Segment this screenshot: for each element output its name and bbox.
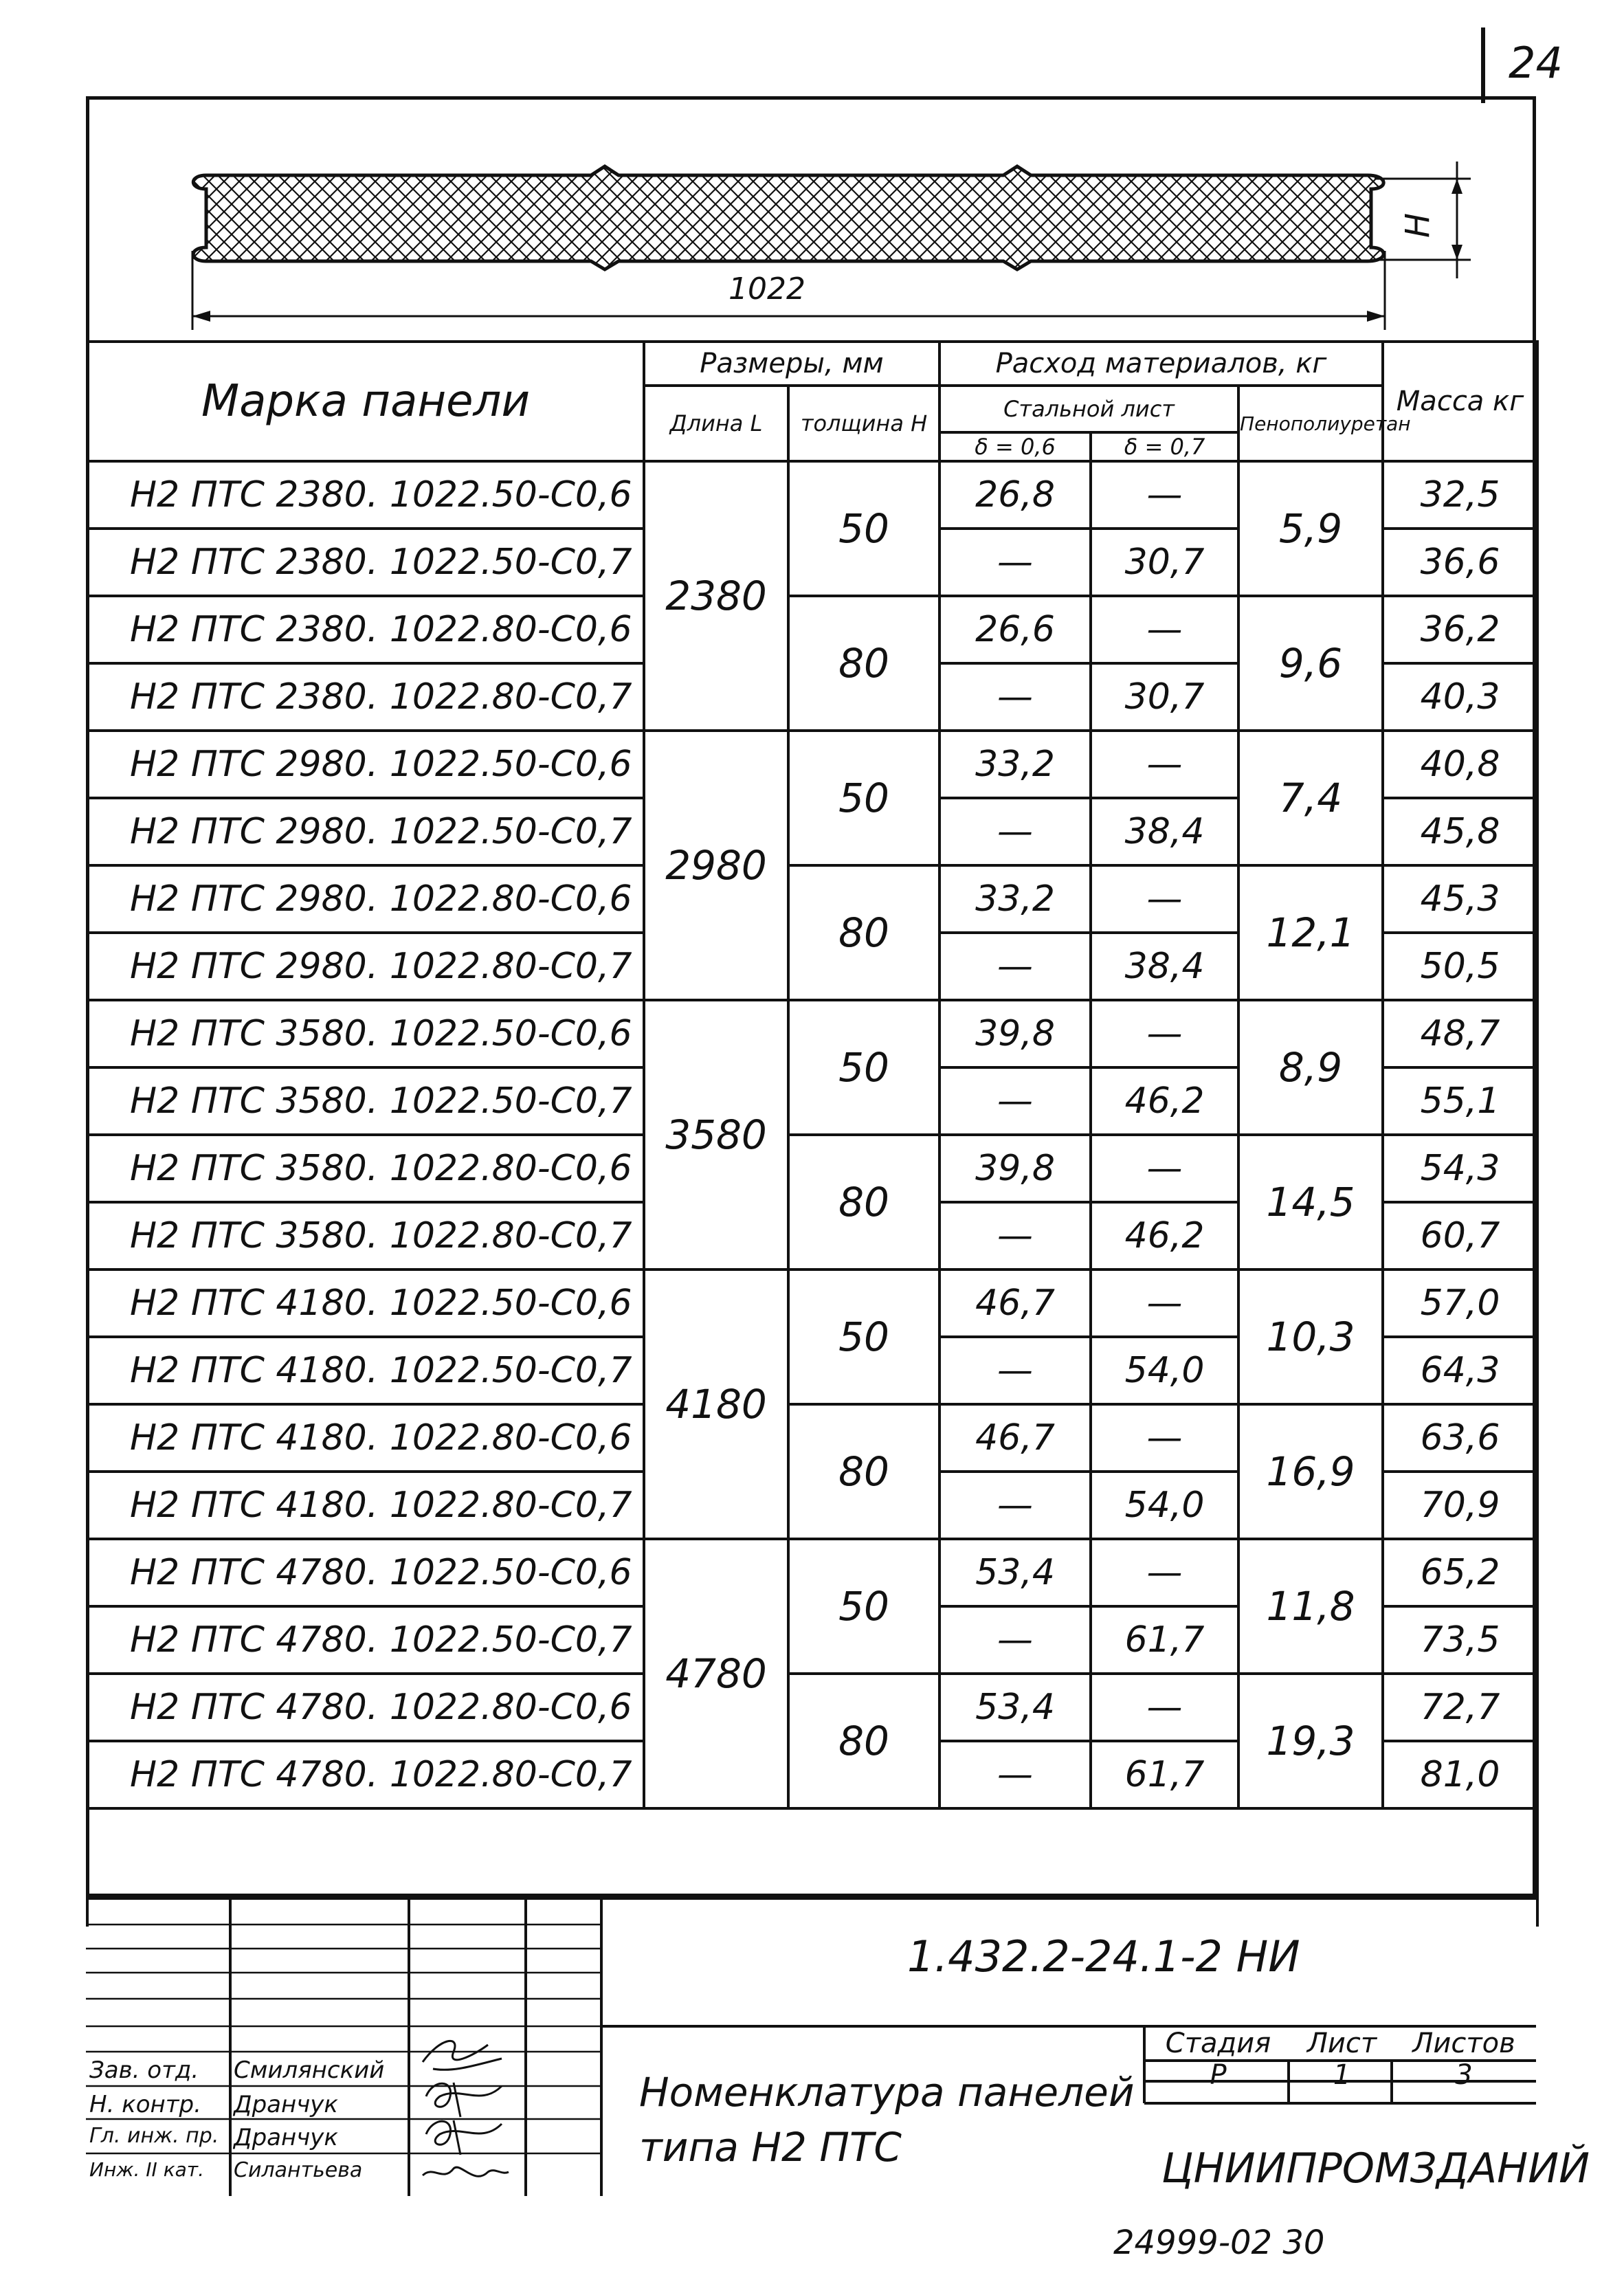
thickness-cell: 80: [788, 1135, 939, 1269]
sheets-value: 3: [1455, 2059, 1473, 2091]
panel-mark-cell: Н2 ПТС 4180. 1022.80-С0,7: [87, 1472, 644, 1539]
steel-07-cell: 30,7: [1091, 529, 1238, 596]
foam-cell: 10,3: [1238, 1269, 1383, 1404]
thickness-cell: 50: [788, 1000, 939, 1135]
mass-cell: 45,3: [1383, 865, 1537, 933]
steel-06-cell: 46,7: [939, 1269, 1091, 1337]
foam-cell: 8,9: [1238, 1000, 1383, 1135]
table-row: [87, 596, 1537, 663]
table-row: [87, 1539, 1537, 1606]
foam-cell: 12,1: [1238, 865, 1383, 1000]
signer-name: Дранчук: [234, 2124, 338, 2151]
panel-mark-cell: Н2 ПТС 2380. 1022.50-С0,7: [87, 529, 644, 596]
spec-table-body: [87, 461, 1537, 1808]
thickness-cell: 80: [788, 596, 939, 731]
foam-cell: 16,9: [1238, 1404, 1383, 1539]
header-dims: Размеры, мм: [644, 342, 939, 386]
steel-07-cell: 54,0: [1091, 1472, 1238, 1539]
panel-mark-cell: Н2 ПТС 3580. 1022.50-С0,7: [87, 1067, 644, 1135]
frame-corner-line: [1481, 27, 1485, 103]
panel-mark-cell: Н2 ПТС 3580. 1022.80-С0,7: [87, 1202, 644, 1269]
steel-07-cell: 46,2: [1091, 1202, 1238, 1269]
steel-06-cell: —: [939, 663, 1091, 731]
signer-role: Зав. отд.: [89, 2056, 199, 2084]
header-foam: Пенополиуретан: [1238, 386, 1383, 461]
header-materials: Расход материалов, кг: [939, 342, 1383, 386]
foam-cell: 7,4: [1238, 731, 1383, 865]
steel-06-cell: —: [939, 1202, 1091, 1269]
panel-mark-cell: Н2 ПТС 4780. 1022.50-С0,7: [87, 1606, 644, 1674]
sheets-label: Листов: [1412, 2028, 1515, 2059]
mass-cell: 55,1: [1383, 1067, 1537, 1135]
table-row: [87, 731, 1537, 798]
panel-mark-cell: Н2 ПТС 3580. 1022.50-С0,6: [87, 1000, 644, 1067]
foam-cell: 9,6: [1238, 596, 1383, 731]
steel-07-cell: —: [1091, 1539, 1238, 1606]
steel-07-cell: —: [1091, 596, 1238, 663]
steel-06-cell: —: [939, 798, 1091, 865]
signer-name: Смилянский: [234, 2056, 385, 2084]
mass-cell: 70,9: [1383, 1472, 1537, 1539]
mass-cell: 57,0: [1383, 1269, 1537, 1337]
steel-07-cell: 61,7: [1091, 1606, 1238, 1674]
stage-value: Р: [1210, 2059, 1227, 2091]
steel-06-cell: 53,4: [939, 1539, 1091, 1606]
thickness-cell: 80: [788, 865, 939, 1000]
header-length: Длина L: [644, 386, 788, 461]
mass-cell: 48,7: [1383, 1000, 1537, 1067]
thickness-cell: 50: [788, 461, 939, 596]
panel-mark-cell: Н2 ПТС 2380. 1022.80-С0,7: [87, 663, 644, 731]
steel-06-cell: —: [939, 1067, 1091, 1135]
mass-cell: 81,0: [1383, 1741, 1537, 1808]
steel-06-cell: 26,6: [939, 596, 1091, 663]
panel-mark-cell: Н2 ПТС 4180. 1022.80-С0,6: [87, 1404, 644, 1472]
height-dimension-label: H: [1399, 212, 1438, 239]
steel-07-cell: 38,4: [1091, 798, 1238, 865]
steel-07-cell: 30,7: [1091, 663, 1238, 731]
steel-06-cell: 26,8: [939, 461, 1091, 529]
signer-name: Силантьева: [234, 2158, 363, 2182]
steel-06-cell: 53,4: [939, 1674, 1091, 1741]
table-row: [87, 1000, 1537, 1067]
panel-mark-cell: Н2 ПТС 2980. 1022.50-С0,7: [87, 798, 644, 865]
document-title-line-1: Номенклатура панелей: [639, 2069, 1135, 2116]
steel-07-cell: —: [1091, 865, 1238, 933]
panel-mark-cell: Н2 ПТС 2380. 1022.50-С0,6: [87, 461, 644, 529]
mass-cell: 73,5: [1383, 1606, 1537, 1674]
panel-mark-cell: Н2 ПТС 4780. 1022.50-С0,6: [87, 1539, 644, 1606]
steel-06-cell: 33,2: [939, 865, 1091, 933]
steel-07-cell: 46,2: [1091, 1067, 1238, 1135]
thickness-cell: 80: [788, 1674, 939, 1808]
panel-mark-cell: Н2 ПТС 2380. 1022.80-С0,6: [87, 596, 644, 663]
sheet-label: Лист: [1306, 2028, 1377, 2059]
signatures: [412, 2031, 522, 2193]
thickness-cell: 50: [788, 1539, 939, 1674]
steel-07-cell: —: [1091, 461, 1238, 529]
header-steel-06: δ = 0,6: [939, 432, 1091, 461]
mass-cell: 63,6: [1383, 1404, 1537, 1472]
steel-07-cell: —: [1091, 1000, 1238, 1067]
sheet-value: 1: [1333, 2059, 1351, 2091]
steel-06-cell: —: [939, 933, 1091, 1000]
header-steel-07: δ = 0,7: [1091, 432, 1238, 461]
foam-cell: 11,8: [1238, 1539, 1383, 1674]
mass-cell: 40,3: [1383, 663, 1537, 731]
steel-07-cell: 54,0: [1091, 1337, 1238, 1404]
length-cell: 3580: [644, 1000, 788, 1269]
mass-cell: 64,3: [1383, 1337, 1537, 1404]
mass-cell: 32,5: [1383, 461, 1537, 529]
document-code: 1.432.2-24.1-2 НИ: [907, 1931, 1300, 1982]
panel-core-hatch: [193, 166, 1383, 269]
steel-07-cell: 61,7: [1091, 1741, 1238, 1808]
table-row: [87, 865, 1537, 933]
foam-cell: 14,5: [1238, 1135, 1383, 1269]
panel-mark-cell: Н2 ПТС 4180. 1022.50-С0,7: [87, 1337, 644, 1404]
header-thickness: толщина H: [788, 386, 939, 461]
table-row: [87, 1674, 1537, 1741]
signer-role: Инж. II кат.: [89, 2158, 204, 2181]
length-cell: 4780: [644, 1539, 788, 1808]
panel-mark-cell: Н2 ПТС 2980. 1022.80-С0,7: [87, 933, 644, 1000]
signer-name: Дранчук: [234, 2091, 338, 2118]
panel-section-drawing: [179, 151, 1484, 330]
thickness-cell: 50: [788, 731, 939, 865]
steel-06-cell: 46,7: [939, 1404, 1091, 1472]
mass-cell: 72,7: [1383, 1674, 1537, 1741]
signer-role: Н. контр.: [89, 2091, 201, 2118]
steel-06-cell: —: [939, 1606, 1091, 1674]
thickness-cell: 80: [788, 1404, 939, 1539]
length-cell: 2380: [644, 461, 788, 731]
header-mass: Масса кг: [1383, 342, 1537, 461]
header-mark: Марка панели: [87, 342, 644, 461]
width-dimension-label: 1022: [728, 271, 805, 307]
thickness-cell: 50: [788, 1269, 939, 1404]
length-cell: 2980: [644, 731, 788, 1000]
foam-cell: 5,9: [1238, 461, 1383, 596]
steel-06-cell: —: [939, 1337, 1091, 1404]
mass-cell: 50,5: [1383, 933, 1537, 1000]
foam-cell: 19,3: [1238, 1674, 1383, 1808]
stage-label: Стадия: [1165, 2028, 1271, 2059]
steel-06-cell: 33,2: [939, 731, 1091, 798]
panel-mark-cell: Н2 ПТС 2980. 1022.50-С0,6: [87, 731, 644, 798]
table-row: [87, 1404, 1537, 1472]
table-row: [87, 1135, 1537, 1202]
panel-spec-table: [86, 340, 1539, 1927]
panel-mark-cell: Н2 ПТС 4780. 1022.80-С0,6: [87, 1674, 644, 1741]
steel-06-cell: —: [939, 1741, 1091, 1808]
page-number: 24: [1509, 38, 1563, 88]
steel-07-cell: —: [1091, 1674, 1238, 1741]
steel-07-cell: —: [1091, 1404, 1238, 1472]
panel-mark-cell: Н2 ПТС 2980. 1022.80-С0,6: [87, 865, 644, 933]
steel-06-cell: 39,8: [939, 1000, 1091, 1067]
organization-name: ЦНИИПРОМЗДАНИЙ: [1161, 2144, 1590, 2193]
table-row: [87, 461, 1537, 529]
steel-06-cell: —: [939, 529, 1091, 596]
panel-mark-cell: Н2 ПТС 3580. 1022.80-С0,6: [87, 1135, 644, 1202]
mass-cell: 65,2: [1383, 1539, 1537, 1606]
steel-07-cell: —: [1091, 1269, 1238, 1337]
mass-cell: 45,8: [1383, 798, 1537, 865]
steel-07-cell: —: [1091, 731, 1238, 798]
signer-role: Гл. инж. пр.: [89, 2124, 219, 2148]
mass-cell: 36,6: [1383, 529, 1537, 596]
steel-06-cell: 39,8: [939, 1135, 1091, 1202]
mass-cell: 60,7: [1383, 1202, 1537, 1269]
panel-mark-cell: Н2 ПТС 4180. 1022.50-С0,6: [87, 1269, 644, 1337]
steel-06-cell: —: [939, 1472, 1091, 1539]
panel-mark-cell: Н2 ПТС 4780. 1022.80-С0,7: [87, 1741, 644, 1808]
mass-cell: 36,2: [1383, 596, 1537, 663]
mass-cell: 40,8: [1383, 731, 1537, 798]
header-steel: Стальной лист: [939, 386, 1238, 432]
document-title-line-2: типа Н2 ПТС: [639, 2124, 902, 2171]
mass-cell: 54,3: [1383, 1135, 1537, 1202]
table-row: [87, 1269, 1537, 1337]
length-cell: 4180: [644, 1269, 788, 1539]
steel-07-cell: 38,4: [1091, 933, 1238, 1000]
steel-07-cell: —: [1091, 1135, 1238, 1202]
footer-inventory-number: 24999-02 30: [1113, 2224, 1325, 2262]
